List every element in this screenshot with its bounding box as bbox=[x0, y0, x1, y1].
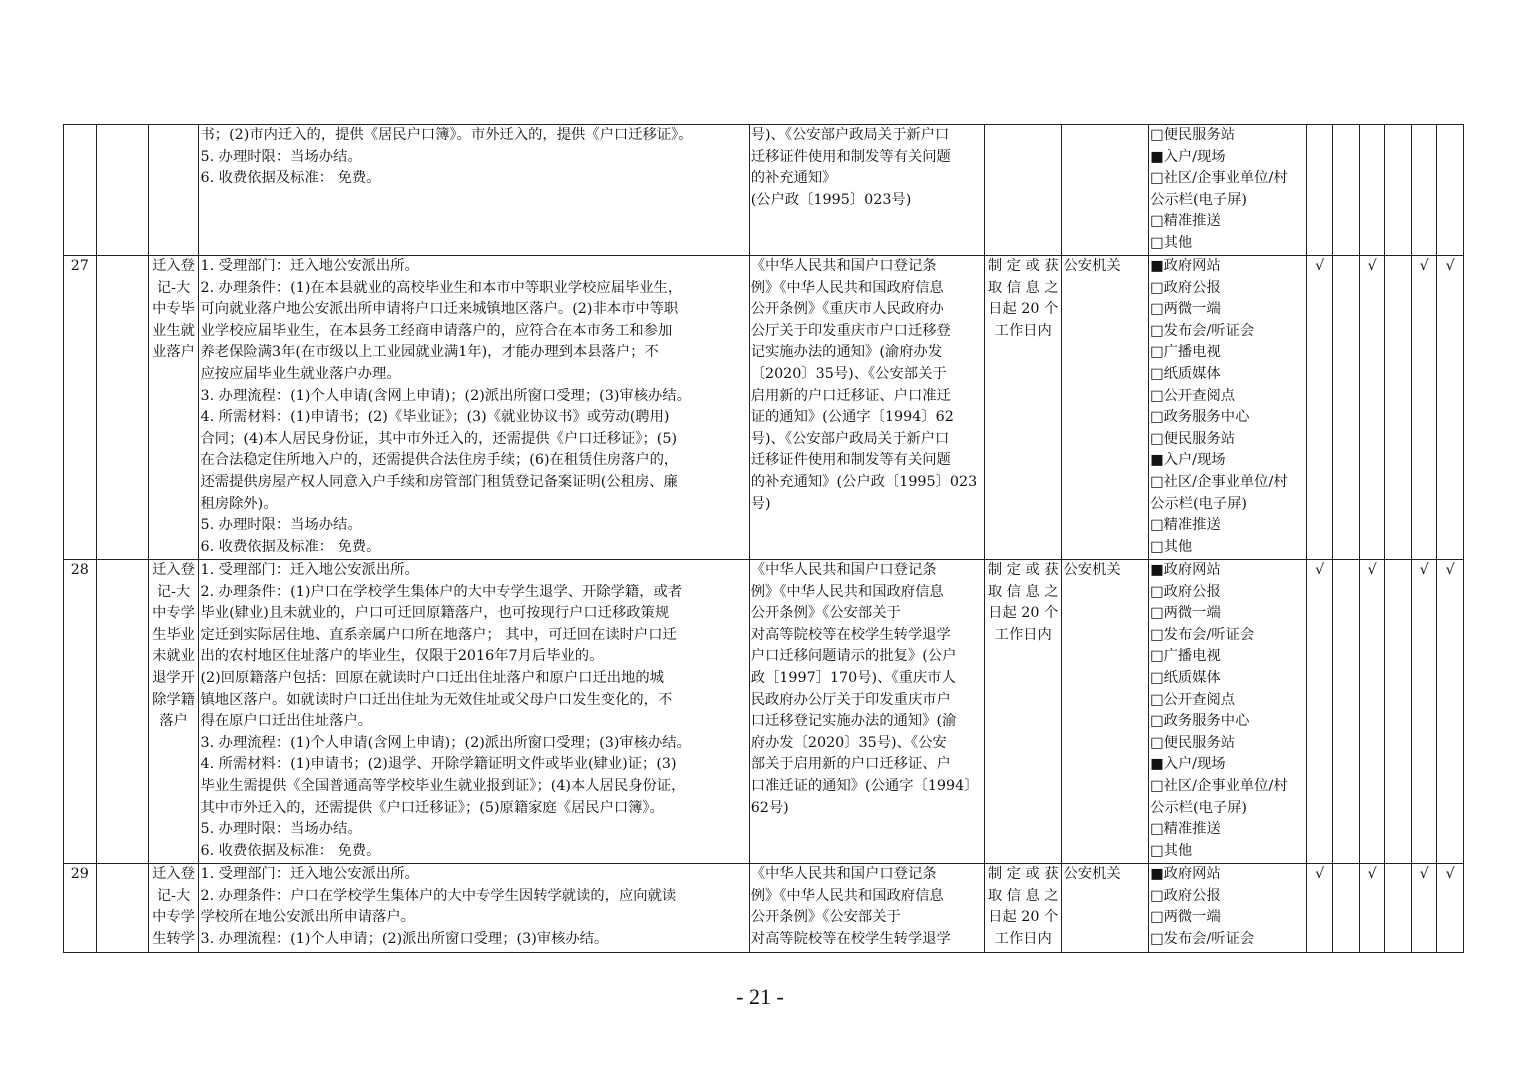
content-line: 毕业(肄业)且未就业的，户口可迁回原籍落户，也可按现行户口迁移政策规 bbox=[200, 605, 670, 622]
table-row bbox=[64, 256, 1464, 560]
channels-line: □社区/企事业单位/村 bbox=[1150, 777, 1288, 794]
table-row bbox=[64, 560, 1464, 864]
time-line: 工作日内 bbox=[994, 626, 1052, 643]
basis-line: 公厅关于印发重庆市户口迁移登 bbox=[750, 322, 951, 339]
department-cell bbox=[1062, 125, 1149, 256]
name-line: 迁入登 bbox=[152, 258, 195, 274]
content-line: 毕业生需提供《全国普通高等学校毕业生就业报到证》；(4)本人居民身份证， bbox=[200, 777, 686, 794]
check-mark: √ bbox=[1367, 258, 1377, 274]
channels-line: □其他 bbox=[1150, 538, 1193, 555]
channels-line: □其他 bbox=[1150, 842, 1193, 859]
content-line: 书；(2)市内迁入的，提供《居民户口簿》。市外迁入的，提供《户口迁移证》。 bbox=[200, 127, 693, 143]
channels-line: □发布会/听证会 bbox=[1150, 322, 1255, 339]
basis-line: 对高等院校等在校学生转学退学 bbox=[750, 626, 951, 643]
row-number: 29 bbox=[70, 866, 89, 882]
channels-line: ■政府网站 bbox=[1150, 258, 1221, 274]
check-cell bbox=[1411, 560, 1436, 864]
item-name-cell bbox=[148, 560, 199, 864]
category-cell bbox=[96, 256, 148, 560]
basis-line: 部关于启用新的户口迁移证、户 bbox=[750, 756, 951, 773]
name-line: 生转学 bbox=[152, 930, 195, 947]
basis-line: 公开条例》《公安部关于 bbox=[750, 909, 901, 926]
name-line: 迁入登 bbox=[152, 866, 195, 882]
check-mark: √ bbox=[1445, 562, 1455, 578]
row-number-cell bbox=[64, 560, 97, 864]
content-line: 镇地区落户。如就读时户口迁出住址为无效住址或父母户口发生变化的，不 bbox=[200, 691, 673, 708]
channels-line: □广播电视 bbox=[1150, 648, 1221, 665]
basis-line: 府办发〔2020〕35号)、《公安 bbox=[750, 734, 947, 751]
page-number: - 21 - bbox=[736, 984, 784, 1009]
channels-line: □便民服务站 bbox=[1150, 430, 1236, 447]
content-line: 6. 收费依据及标准： 免费。 bbox=[200, 842, 381, 859]
name-line: 退学开 bbox=[152, 669, 195, 686]
channels-line: □社区/企事业单位/村 bbox=[1150, 473, 1288, 490]
check-mark: √ bbox=[1419, 562, 1429, 578]
content-line: 1. 受理部门：迁入地公安派出所。 bbox=[200, 562, 419, 578]
name-line: 业生就 bbox=[152, 322, 195, 339]
channels-line: 公示栏(电子屏) bbox=[1150, 799, 1248, 816]
basis-line: 公开条例》《重庆市人民政府办 bbox=[750, 301, 944, 318]
department: 公安机关 bbox=[1063, 258, 1121, 274]
channels-cell bbox=[1149, 256, 1307, 560]
time-line: 制 定 或 获 bbox=[987, 562, 1059, 578]
content-cell bbox=[199, 125, 749, 256]
item-name-cell bbox=[148, 125, 199, 256]
name-line: 记-大 bbox=[156, 279, 191, 296]
content-line: 2. 办理条件：(1)户口在学校学生集体户的大中专学生退学、开除学籍，或者 bbox=[200, 583, 683, 600]
basis-line: 号)、《公安部户政局关于新户口 bbox=[750, 127, 950, 143]
check-mark: √ bbox=[1445, 258, 1455, 274]
content-line: 6. 收费依据及标准： 免费。 bbox=[200, 538, 381, 555]
check-cell bbox=[1333, 256, 1359, 560]
basis-line: 口迁移登记实施办法的通知》(渝 bbox=[750, 713, 957, 730]
time-line: 工作日内 bbox=[994, 322, 1052, 339]
check-cell bbox=[1333, 560, 1359, 864]
content-line: 学校所在地公安派出所申请落户。 bbox=[200, 909, 415, 926]
basis-line: 记实施办法的通知》(渝府办发 bbox=[750, 344, 943, 361]
check-mark: √ bbox=[1445, 866, 1455, 882]
channels-line: □发布会/听证会 bbox=[1150, 930, 1255, 947]
basis-line: 政［1997］170号)、《重庆市人 bbox=[750, 669, 956, 686]
check-mark: √ bbox=[1315, 562, 1325, 578]
content-line: 还需提供房屋产权人同意入户手续和房管部门租赁登记备案证明(公租房、廉 bbox=[200, 473, 678, 490]
content-line: 2. 办理条件：户口在学校学生集体户的大中专学生因转学就读的，应向就读 bbox=[200, 887, 677, 904]
content-line: 5. 办理时限：当场办结。 bbox=[200, 148, 362, 165]
table-body bbox=[64, 125, 1464, 953]
check-cell bbox=[1385, 560, 1411, 864]
name-line: 迁入登 bbox=[152, 562, 195, 578]
row-number: 28 bbox=[70, 562, 89, 578]
time-line: 制 定 或 获 bbox=[987, 866, 1059, 882]
table-row bbox=[64, 125, 1464, 256]
content-line: 4. 所需材料：(1)申请书；(2)退学、开除学籍证明文件或毕业(肄业)证；(3) bbox=[200, 756, 677, 773]
name-line: 记-大 bbox=[156, 583, 191, 600]
content-line: (2)回原籍落户包括：回原在就读时户口迁出住址落户和原户口迁出地的城 bbox=[200, 669, 664, 686]
content-line: 租房除外)。 bbox=[200, 495, 278, 512]
content-cell bbox=[199, 864, 749, 953]
basis-line: 例》《中华人民共和国政府信息 bbox=[750, 887, 944, 904]
check-cell bbox=[1307, 125, 1333, 256]
check-cell bbox=[1437, 864, 1464, 953]
content-line: 应按应届毕业生就业落户办理。 bbox=[200, 365, 401, 382]
time-line: 日起 20 个 bbox=[988, 301, 1059, 318]
content-line: 1. 受理部门：迁入地公安派出所。 bbox=[200, 258, 419, 274]
check-mark: √ bbox=[1315, 258, 1325, 274]
time-line: 制 定 或 获 bbox=[987, 258, 1059, 274]
time-limit-cell bbox=[985, 864, 1062, 953]
channels-line: □精准推送 bbox=[1150, 821, 1221, 838]
channels-cell bbox=[1149, 125, 1307, 256]
check-cell bbox=[1411, 864, 1436, 953]
check-mark: √ bbox=[1367, 866, 1377, 882]
channels-line: □两微一端 bbox=[1150, 909, 1221, 926]
name-line: 除学籍 bbox=[152, 691, 195, 708]
channels-line: □政务服务中心 bbox=[1150, 409, 1250, 426]
check-cell bbox=[1437, 256, 1464, 560]
channels-line: □广播电视 bbox=[1150, 344, 1221, 361]
category-cell bbox=[96, 560, 148, 864]
content-line: 5. 办理时限：当场办结。 bbox=[200, 517, 362, 534]
channels-line: □精准推送 bbox=[1150, 517, 1221, 534]
channels-line: □纸质媒体 bbox=[1150, 669, 1221, 686]
basis-line: 证的通知》(公通字〔1994〕62 bbox=[750, 409, 954, 426]
channels-line: ■入户/现场 bbox=[1150, 452, 1226, 469]
content-line: 4. 所需材料：(1)申请书；(2)《毕业证》；(3)《就业协议书》或劳动(聘用) bbox=[200, 409, 670, 426]
name-line: 业落户 bbox=[152, 344, 195, 361]
basis-line: 的补充通知》(公户政〔1995〕023 bbox=[750, 473, 978, 490]
check-cell bbox=[1307, 864, 1333, 953]
name-line: 生毕业 bbox=[152, 626, 195, 643]
department-cell bbox=[1062, 560, 1149, 864]
time-line: 日起 20 个 bbox=[988, 909, 1059, 926]
basis-line: 例》《中华人民共和国政府信息 bbox=[750, 583, 944, 600]
check-mark: √ bbox=[1419, 258, 1429, 274]
check-cell bbox=[1411, 256, 1436, 560]
check-cell bbox=[1307, 560, 1333, 864]
basis-line: 号) bbox=[750, 495, 771, 512]
basis-line: (公户政〔1995〕023号) bbox=[750, 191, 912, 208]
content-line: 可向就业落户地公安派出所申请将户口迁来城镇地区落户。(2)非本市中等职 bbox=[200, 301, 679, 318]
check-cell bbox=[1359, 864, 1384, 953]
channels-line: □两微一端 bbox=[1150, 301, 1221, 318]
check-cell bbox=[1359, 125, 1384, 256]
content-line: 3. 办理流程：(1)个人申请(含网上申请)；(2)派出所窗口受理；(3)审核办结。 bbox=[200, 387, 691, 404]
category-cell bbox=[96, 864, 148, 953]
channels-line: □发布会/听证会 bbox=[1150, 626, 1255, 643]
check-cell bbox=[1385, 256, 1411, 560]
content-line: 出的农村地区住址落户的毕业生，仅限于2016年7月后毕业的。 bbox=[200, 648, 604, 665]
basis-line: 启用新的户口迁移证、户口准迁 bbox=[750, 387, 951, 404]
basis-line: 迁移证件使用和制发等有关问题 bbox=[750, 452, 951, 469]
check-cell bbox=[1437, 560, 1464, 864]
basis-line: 民政府办公厅关于印发重庆市户 bbox=[750, 691, 951, 708]
time-line: 取 信 息 之 bbox=[987, 887, 1059, 904]
check-cell bbox=[1307, 256, 1333, 560]
basis-line: 公开条例》《公安部关于 bbox=[750, 605, 901, 622]
content-line: 定迁到实际居住地、直系亲属户口所在地落户； 其中，可迁回在读时户口迁 bbox=[200, 626, 677, 643]
row-number-cell bbox=[64, 256, 97, 560]
basis-cell bbox=[749, 864, 984, 953]
department: 公安机关 bbox=[1063, 562, 1121, 578]
department-cell bbox=[1062, 256, 1149, 560]
channels-cell bbox=[1149, 864, 1307, 953]
channels-cell bbox=[1149, 560, 1307, 864]
check-mark: √ bbox=[1367, 562, 1377, 578]
basis-line: 《中华人民共和国户口登记条 bbox=[750, 562, 937, 578]
basis-line: 号)、《公安部户政局关于新户口 bbox=[750, 430, 950, 447]
channels-line: ■政府网站 bbox=[1150, 562, 1221, 578]
check-cell bbox=[1385, 125, 1411, 256]
name-line: 记-大 bbox=[156, 887, 191, 904]
name-line: 中专学 bbox=[152, 605, 195, 622]
channels-line: □公开查阅点 bbox=[1150, 691, 1236, 708]
time-limit-cell bbox=[985, 256, 1062, 560]
category-cell bbox=[96, 125, 148, 256]
channels-line: ■入户/现场 bbox=[1150, 756, 1226, 773]
time-line: 日起 20 个 bbox=[988, 605, 1059, 622]
channels-line: □便民服务站 bbox=[1150, 734, 1236, 751]
basis-cell bbox=[749, 560, 984, 864]
basis-cell bbox=[749, 256, 984, 560]
time-line: 取 信 息 之 bbox=[987, 583, 1059, 600]
content-line: 1. 受理部门：迁入地公安派出所。 bbox=[200, 866, 419, 882]
check-cell bbox=[1411, 125, 1436, 256]
channels-line: □政务服务中心 bbox=[1150, 713, 1250, 730]
check-cell bbox=[1359, 256, 1384, 560]
channels-line: □便民服务站 bbox=[1150, 127, 1236, 143]
name-line: 未就业 bbox=[152, 648, 195, 665]
channels-line: □其他 bbox=[1150, 234, 1193, 251]
content-line: 6. 收费依据及标准： 免费。 bbox=[200, 170, 381, 187]
channels-line: □政府公报 bbox=[1150, 583, 1221, 600]
content-line: 5. 办理时限：当场办结。 bbox=[200, 821, 362, 838]
check-cell bbox=[1359, 560, 1384, 864]
content-line: 3. 办理流程：(1)个人申请(含网上申请)；(2)派出所窗口受理；(3)审核办结。 bbox=[200, 734, 691, 751]
check-mark: √ bbox=[1315, 866, 1325, 882]
time-line: 工作日内 bbox=[994, 930, 1052, 947]
row-number-cell bbox=[64, 125, 97, 256]
content-cell bbox=[199, 560, 749, 864]
check-cell bbox=[1385, 864, 1411, 953]
time-limit-cell bbox=[985, 125, 1062, 256]
channels-line: 公示栏(电子屏) bbox=[1150, 191, 1248, 208]
channels-line: 公示栏(电子屏) bbox=[1150, 495, 1248, 512]
row-number: 27 bbox=[70, 258, 89, 274]
check-cell bbox=[1437, 125, 1464, 256]
content-line: 在合法稳定住所地入户的，还需提供合法住房手续；(6)在租赁住房落户的， bbox=[200, 452, 679, 469]
channels-line: □政府公报 bbox=[1150, 279, 1221, 296]
name-line: 落户 bbox=[159, 713, 188, 730]
basis-line: 的补充通知》 bbox=[750, 170, 837, 187]
channels-line: □社区/企事业单位/村 bbox=[1150, 170, 1288, 187]
department-cell bbox=[1062, 864, 1149, 953]
basis-line: 〔2020〕35号)、《公安部关于 bbox=[750, 365, 947, 382]
item-name-cell bbox=[148, 864, 199, 953]
content-line: 2. 办理条件：(1)在本县就业的高校毕业生和本市中等职业学校应届毕业生， bbox=[200, 279, 683, 296]
name-line: 中专学 bbox=[152, 909, 195, 926]
basis-line: 《中华人民共和国户口登记条 bbox=[750, 866, 937, 882]
content-line: 业学校应届毕业生，在本县务工经商申请落户的，应符合在本市务工和参加 bbox=[200, 322, 673, 339]
check-cell bbox=[1333, 125, 1359, 256]
basis-line: 对高等院校等在校学生转学退学 bbox=[750, 930, 951, 947]
channels-line: □公开查阅点 bbox=[1150, 387, 1236, 404]
content-line: 其中市外迁入的，还需提供《户口迁移证》；(5)原籍家庭《居民户口簿》。 bbox=[200, 799, 664, 816]
content-cell bbox=[199, 256, 749, 560]
basis-line: 迁移证件使用和制发等有关问题 bbox=[750, 148, 951, 165]
channels-line: □政府公报 bbox=[1150, 887, 1221, 904]
basis-line: 例》《中华人民共和国政府信息 bbox=[750, 279, 944, 296]
name-line: 中专毕 bbox=[152, 301, 195, 318]
row-number-cell bbox=[64, 864, 97, 953]
content-line: 养老保险满3年(在市级以上工业园就业满1年)，才能办理到本县落户；不 bbox=[200, 344, 659, 361]
basis-cell bbox=[749, 125, 984, 256]
basis-line: 户口迁移问题请示的批复》(公户 bbox=[750, 648, 957, 665]
content-line: 得在原户口迁出住址落户。 bbox=[200, 713, 373, 730]
basis-line: 《中华人民共和国户口登记条 bbox=[750, 258, 937, 274]
disclosure-table bbox=[63, 124, 1464, 953]
department: 公安机关 bbox=[1063, 866, 1121, 882]
table-row bbox=[64, 864, 1464, 953]
channels-line: □两微一端 bbox=[1150, 605, 1221, 622]
basis-line: 口准迁证的通知》(公通字〔1994〕 bbox=[750, 777, 979, 794]
basis-line: 62号) bbox=[750, 799, 789, 816]
check-cell bbox=[1333, 864, 1359, 953]
content-line: 合同；(4)本人居民身份证，其中市外迁入的，还需提供《户口迁移证》；(5) bbox=[200, 430, 678, 447]
time-line: 取 信 息 之 bbox=[987, 279, 1059, 296]
check-mark: √ bbox=[1419, 866, 1429, 882]
channels-line: □纸质媒体 bbox=[1150, 365, 1221, 382]
channels-line: □精准推送 bbox=[1150, 213, 1221, 230]
channels-line: ■政府网站 bbox=[1150, 866, 1221, 882]
time-limit-cell bbox=[985, 560, 1062, 864]
item-name-cell bbox=[148, 256, 199, 560]
channels-line: ■入户/现场 bbox=[1150, 148, 1226, 165]
content-line: 3. 办理流程：(1)个人申请；(2)派出所窗口受理；(3)审核办结。 bbox=[200, 930, 609, 947]
